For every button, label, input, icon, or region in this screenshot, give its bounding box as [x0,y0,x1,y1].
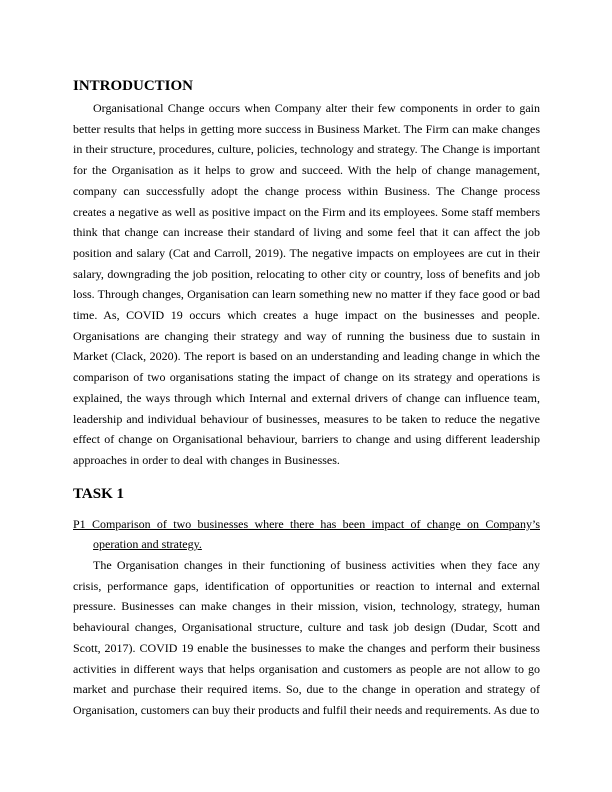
task1-paragraph: The Organisation changes in their functioning of business activities when they face any crisis, performance gaps, identification of opportunities or reaction to internal and external pressure. Businesses can make changes in their mission, vision, technology, strategy, human behavioural changes, Organisational structure, culture and task job design (Dudar, Scott and Scott, 2017). COVID 19 enable the businesses to make the changes and perform their business activities in different ways that helps organisation and customers as people are not allow to go market and purchase their required items. So, due to the change in operation and strategy of Organisation, customers can buy their products and fulfil their needs and requirements. As due to [73,558,540,717]
task1-subtitle: P1 Comparison of two businesses where there has been impact of change on Company’s operation and strategy. [73,516,540,552]
task1-heading: TASK 1 [73,485,124,502]
introduction-paragraph: Organisational Change occurs when Company alter their few components in order to gain better results that helps in getting more success in Business Market. The Firm can make changes in their structure, procedures, culture, policies, technology and strategy. The Change is important for the Organisation as it helps to grow and succeed. With the help of change management, company can successfully adopt the change process within Business. The Change process creates a negative as well as positive impact on the Firm and its employees. Some staff members think that change can increase their standard of living and some feel that it can affect the job position and salary (Cat and Carroll, 2019). The negative impacts on employees are cut in their salary, downgrading the job position, relocating to other city or country, loss of benefits and job loss. Through changes, Organisation can learn something new no matter if they face good or bad time. As, COVID 19 occurs which creates a huge impact on the businesses and people. Organisations are changing their strategy and way of running the business due to sustain in Market (Clack, 2020). The report is based on an understanding and leading change in which the comparison of two organisations stating the impact of change on its strategy and operations is explained, the ways through which Internal and external drivers of change can influence team, leadership and individual behaviour of businesses, measures to be taken to reduce the negative effect of change on Organisational behaviour, barriers to change and using different leadership approaches in order to deal with changes in Businesses. [73,101,540,467]
introduction-heading: INTRODUCTION [73,78,194,94]
page-content [73,76,540,721]
